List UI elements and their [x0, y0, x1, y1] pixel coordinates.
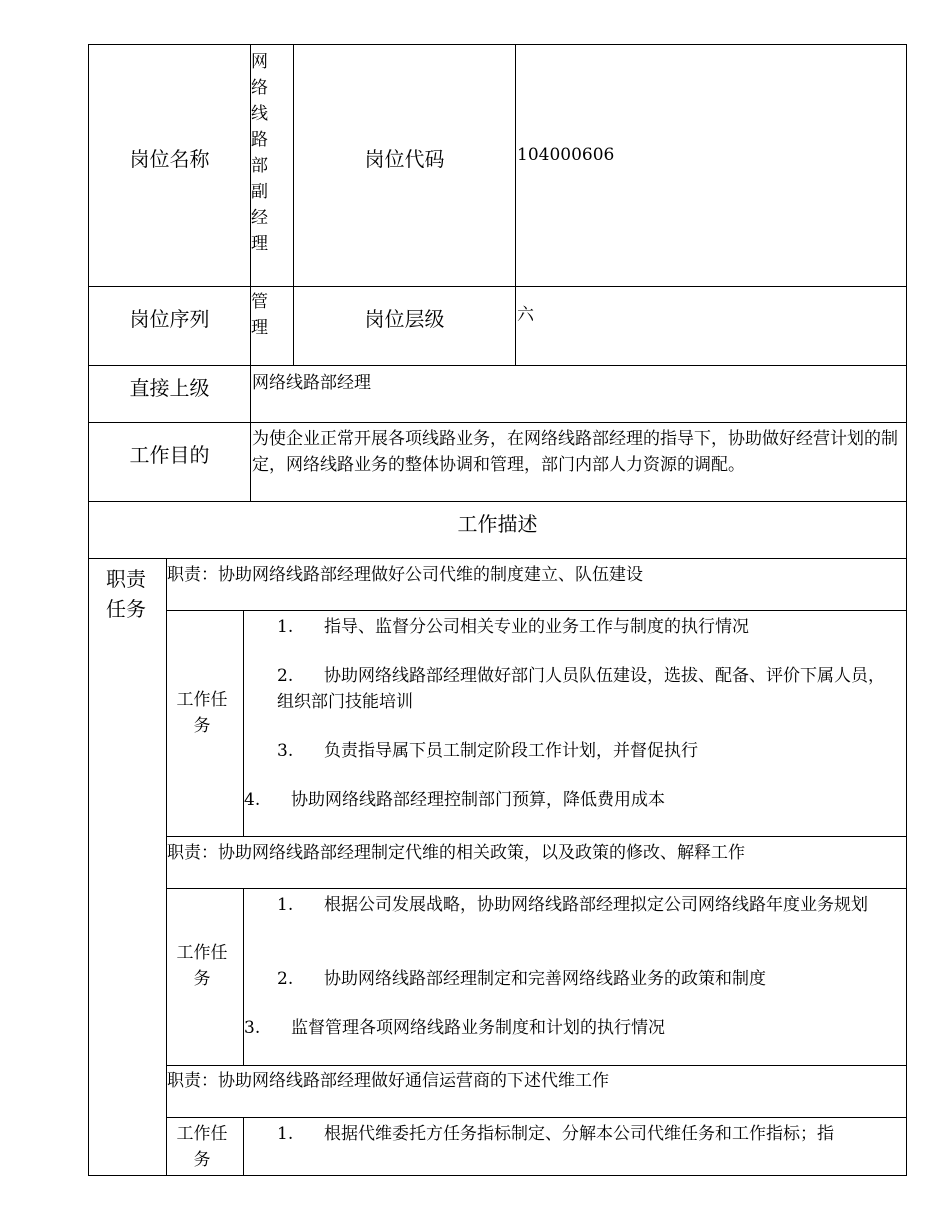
duty-3: 职责：协助网络线路部经理做好通信运营商的下述代维工作 [167, 1071, 609, 1091]
position-level-label: 岗位层级 [364, 307, 445, 331]
task-1-2-num: 2. [277, 666, 294, 686]
task-1-4: 协助网络线路部经理控制部门预算，降低费用成本 [291, 790, 665, 810]
position-code-value: 104000606 [517, 145, 615, 165]
task-1-1: 指导、监督分公司相关专业的业务工作与制度的执行情况 [324, 617, 749, 637]
position-level-value: 六 [517, 305, 534, 325]
task-2-3-num: 3. [244, 1018, 261, 1038]
task-label-2: 工作任务 [176, 943, 228, 989]
task-2-1-num: 1. [277, 895, 294, 915]
task-1-4-num: 4. [244, 790, 261, 810]
task-label-1: 工作任务 [176, 690, 228, 736]
section-title: 工作描述 [457, 512, 538, 536]
task-3-1-num: 1. [277, 1124, 294, 1144]
task-2-3: 监督管理各项网络线路业务制度和计划的执行情况 [291, 1018, 665, 1038]
task-2-1: 根据公司发展战略，协助网络线路部经理拟定公司网络线路年度业务规划 [324, 895, 868, 915]
task-1-2: 协助网络线路部经理做好部门人员队伍建设，选拔、配备、评价下属人员，组织部门技能培训 [277, 666, 885, 712]
task-1-1-num: 1. [277, 617, 294, 637]
position-name-value: 网络线路部副经理 [251, 52, 268, 254]
duty-1: 职责：协助网络线路部经理做好公司代维的制度建立、队伍建设 [167, 565, 643, 585]
supervisor-value: 网络线路部经理 [252, 373, 371, 393]
position-series-label: 岗位序列 [129, 307, 210, 331]
purpose-value: 为使企业正常开展各项线路业务，在网络线路部经理的指导下，协助做好经营计划的制定，网络线路业务的整体协调和管理，部门内部人力资源的调配。 [252, 429, 898, 475]
position-name-label: 岗位名称 [129, 147, 210, 171]
supervisor-label: 直接上级 [129, 376, 210, 400]
task-label-3: 工作任务 [176, 1124, 228, 1170]
position-series-value: 管理 [251, 292, 268, 338]
task-3-1: 根据代维委托方任务指标制定、分解本公司代维任务和工作指标；指 [324, 1124, 834, 1144]
task-1-3-num: 3. [277, 741, 294, 761]
duties-label: 职责任务 [106, 567, 146, 621]
duty-2: 职责：协助网络线路部经理制定代维的相关政策，以及政策的修改、解释工作 [167, 843, 745, 863]
task-2-2-num: 2. [277, 969, 294, 989]
task-2-2: 协助网络线路部经理制定和完善网络线路业务的政策和制度 [324, 969, 766, 989]
purpose-label: 工作目的 [129, 443, 210, 467]
task-1-3: 负责指导属下员工制定阶段工作计划，并督促执行 [324, 741, 698, 761]
position-code-label: 岗位代码 [364, 147, 445, 171]
